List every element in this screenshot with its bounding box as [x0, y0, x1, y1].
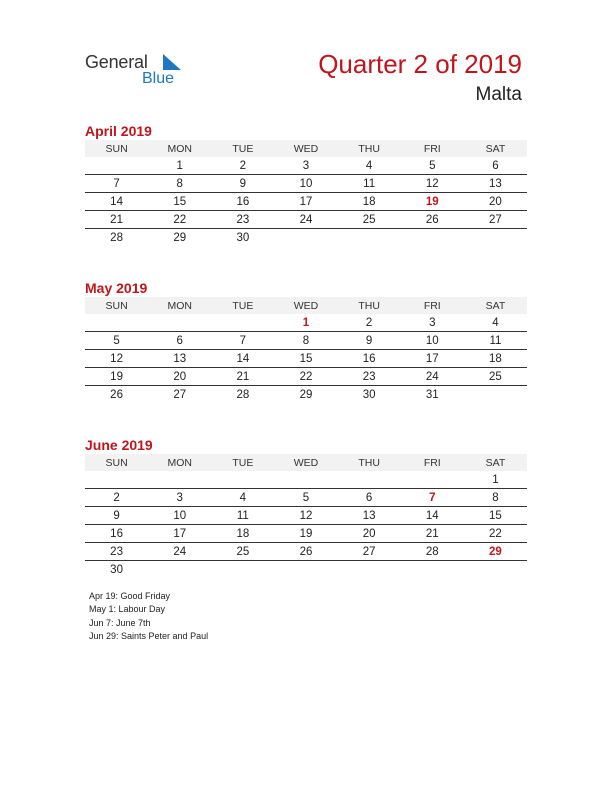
day-cell: 13: [464, 175, 527, 193]
day-cell: 25: [464, 368, 527, 386]
week-row: [85, 211, 527, 229]
day-cell: 17: [148, 525, 211, 543]
day-cell: 26: [274, 543, 337, 561]
empty-day-cell: [274, 229, 337, 247]
day-cell: 9: [85, 507, 148, 525]
empty-day-cell: [401, 561, 464, 579]
weekday-sun: SUN: [85, 297, 148, 314]
holiday-list: [89, 590, 208, 643]
month-title: June 2019: [85, 437, 153, 453]
day-cell: 23: [85, 543, 148, 561]
weekday-sat: SAT: [464, 297, 527, 314]
empty-day-cell: [148, 314, 211, 332]
day-cell: 10: [401, 332, 464, 350]
month-title: May 2019: [85, 280, 148, 296]
weekday-wed: WED: [274, 454, 337, 471]
week-row: [85, 471, 527, 489]
month-may: [85, 280, 527, 403]
day-cell: 11: [338, 175, 401, 193]
weekday-mon: MON: [148, 297, 211, 314]
day-cell: 14: [85, 193, 148, 211]
week-row: [85, 525, 527, 543]
weekday-thu: THU: [338, 454, 401, 471]
day-cell: 27: [464, 211, 527, 229]
logo-triangle-icon: [163, 54, 181, 70]
weekday-header-row: [85, 454, 527, 471]
holiday-day-cell: 1: [274, 314, 337, 332]
day-cell: 30: [110, 563, 123, 576]
empty-day-cell: [338, 229, 401, 247]
empty-day-cell: [148, 471, 211, 489]
day-cell: 20: [148, 368, 211, 386]
empty-day-cell: [464, 229, 527, 247]
day-cell: 6: [464, 157, 527, 175]
weekday-sun: SUN: [85, 140, 148, 157]
day-cell: 5: [401, 157, 464, 175]
month-june: [85, 437, 527, 578]
day-cell: 8: [464, 489, 527, 507]
holiday-day-cell: 19: [401, 193, 464, 211]
weekday-sun: SUN: [85, 454, 148, 471]
day-cell: 5: [274, 489, 337, 507]
weekday-tue: TUE: [211, 454, 274, 471]
week-row: [85, 229, 527, 247]
empty-day-cell: [211, 314, 274, 332]
day-cell: 23: [338, 368, 401, 386]
day-cell: 24: [401, 368, 464, 386]
brand-word-general: General: [85, 52, 148, 72]
day-cell: 19: [85, 368, 148, 386]
day-cell: 28: [110, 231, 123, 244]
day-cell: 8: [148, 175, 211, 193]
weekday-thu: THU: [338, 140, 401, 157]
month-title: April 2019: [85, 123, 152, 139]
day-cell: 4: [338, 157, 401, 175]
weekday-fri: FRI: [401, 140, 464, 157]
day-cell: 28: [236, 388, 250, 401]
day-cell: 3: [274, 157, 337, 175]
day-cell: 3: [401, 314, 464, 332]
weekday-mon: MON: [148, 140, 211, 157]
day-cell: 22: [274, 368, 337, 386]
day-cell: 8: [274, 332, 337, 350]
day-cell: 28: [401, 543, 464, 561]
day-cell: 10: [274, 175, 337, 193]
day-cell: 3: [148, 489, 211, 507]
day-cell: 9: [211, 175, 274, 193]
day-cell: 14: [401, 507, 464, 525]
day-cell: 18: [338, 193, 401, 211]
day-cell: 12: [274, 507, 337, 525]
brand-logo: [85, 50, 195, 90]
weekday-tue: TUE: [211, 140, 274, 157]
holiday-day-cell: 7: [401, 489, 464, 507]
day-cell: 12: [401, 175, 464, 193]
week-row: [85, 561, 527, 579]
weekday-sat: SAT: [464, 140, 527, 157]
holiday-item: May 1: Labour Day: [89, 604, 166, 615]
day-cell: 18: [464, 350, 527, 368]
page-title: Quarter 2 of 2019: [318, 49, 522, 79]
week-row: [85, 175, 527, 193]
calendar-grid: [85, 297, 527, 403]
week-row: [85, 157, 527, 175]
holiday-item: Apr 19: Good Friday: [89, 591, 171, 601]
empty-day-cell: [338, 471, 401, 489]
day-cell: 20: [338, 525, 401, 543]
empty-day-cell: [464, 386, 527, 404]
calendar-grid: [85, 454, 527, 578]
day-cell: 15: [274, 350, 337, 368]
weekday-wed: WED: [274, 297, 337, 314]
day-cell: 4: [464, 314, 527, 332]
calendar-weeks: [85, 314, 527, 403]
weekday-thu: THU: [338, 297, 401, 314]
day-cell: 11: [464, 332, 527, 350]
day-cell: 31: [425, 388, 439, 401]
day-cell: 14: [211, 350, 274, 368]
day-cell: 6: [338, 489, 401, 507]
day-cell: 30: [236, 231, 250, 244]
day-cell: 24: [148, 543, 211, 561]
day-cell: 6: [148, 332, 211, 350]
day-cell: 23: [211, 211, 274, 229]
weekday-header-row: [85, 297, 527, 314]
empty-day-cell: [85, 314, 148, 332]
weekday-fri: FRI: [401, 454, 464, 471]
day-cell: 13: [148, 350, 211, 368]
holiday-item: Jun 7: June 7th: [89, 617, 151, 628]
day-cell: 5: [85, 332, 148, 350]
day-cell: 10: [148, 507, 211, 525]
week-row: [85, 332, 527, 350]
weekday-sat: SAT: [464, 454, 527, 471]
week-row: [85, 368, 527, 386]
day-cell: 29: [173, 231, 187, 244]
weekday-mon: MON: [148, 454, 211, 471]
weekday-wed: WED: [274, 140, 337, 157]
day-cell: 25: [211, 543, 274, 561]
holiday-day-cell: 29: [464, 543, 527, 561]
week-row: [85, 507, 527, 525]
day-cell: 27: [173, 388, 187, 401]
day-cell: 9: [338, 332, 401, 350]
day-cell: 29: [299, 388, 313, 401]
country-name: Malta: [475, 84, 522, 105]
day-cell: 2: [211, 157, 274, 175]
day-cell: 15: [148, 193, 211, 211]
week-row: [85, 314, 527, 332]
weekday-tue: TUE: [211, 297, 274, 314]
day-cell: 19: [274, 525, 337, 543]
empty-day-cell: [401, 229, 464, 247]
empty-day-cell: [338, 561, 401, 579]
week-row: [85, 489, 527, 507]
day-cell: 1: [464, 471, 527, 489]
day-cell: 11: [211, 507, 274, 525]
day-cell: 22: [464, 525, 527, 543]
day-cell: 24: [274, 211, 337, 229]
empty-day-cell: [401, 471, 464, 489]
day-cell: 26: [110, 388, 123, 401]
weekday-fri: FRI: [401, 297, 464, 314]
week-row: [85, 193, 527, 211]
week-row: [85, 386, 527, 404]
day-cell: 16: [338, 350, 401, 368]
day-cell: 21: [85, 211, 148, 229]
day-cell: 16: [211, 193, 274, 211]
calendar-grid: [85, 140, 527, 246]
day-cell: 20: [464, 193, 527, 211]
day-cell: 12: [85, 350, 148, 368]
day-cell: 30: [362, 388, 376, 401]
day-cell: 7: [211, 332, 274, 350]
calendar-weeks: [85, 471, 527, 578]
day-cell: 25: [338, 211, 401, 229]
day-cell: 18: [211, 525, 274, 543]
day-cell: 2: [85, 489, 148, 507]
holiday-item: Jun 29: Saints Peter and Paul: [89, 630, 209, 641]
month-april: [85, 123, 527, 246]
week-row: [85, 543, 527, 561]
day-cell: 16: [85, 525, 148, 543]
day-cell: 21: [401, 525, 464, 543]
day-cell: 7: [85, 175, 148, 193]
empty-day-cell: [211, 471, 274, 489]
empty-day-cell: [211, 561, 274, 579]
day-cell: 27: [338, 543, 401, 561]
day-cell: 15: [464, 507, 527, 525]
empty-day-cell: [274, 561, 337, 579]
brand-word-blue: Blue: [142, 70, 175, 87]
empty-day-cell: [85, 471, 148, 489]
day-cell: 1: [148, 157, 211, 175]
day-cell: 26: [401, 211, 464, 229]
weekday-header-row: [85, 140, 527, 157]
day-cell: 17: [274, 193, 337, 211]
empty-day-cell: [274, 471, 337, 489]
day-cell: 22: [148, 211, 211, 229]
week-row: [85, 350, 527, 368]
day-cell: 13: [338, 507, 401, 525]
day-cell: 2: [338, 314, 401, 332]
day-cell: 4: [211, 489, 274, 507]
empty-day-cell: [148, 561, 211, 579]
day-cell: 21: [211, 368, 274, 386]
calendar-weeks: [85, 157, 527, 246]
empty-day-cell: [85, 157, 148, 175]
day-cell: 17: [401, 350, 464, 368]
empty-day-cell: [464, 561, 527, 579]
